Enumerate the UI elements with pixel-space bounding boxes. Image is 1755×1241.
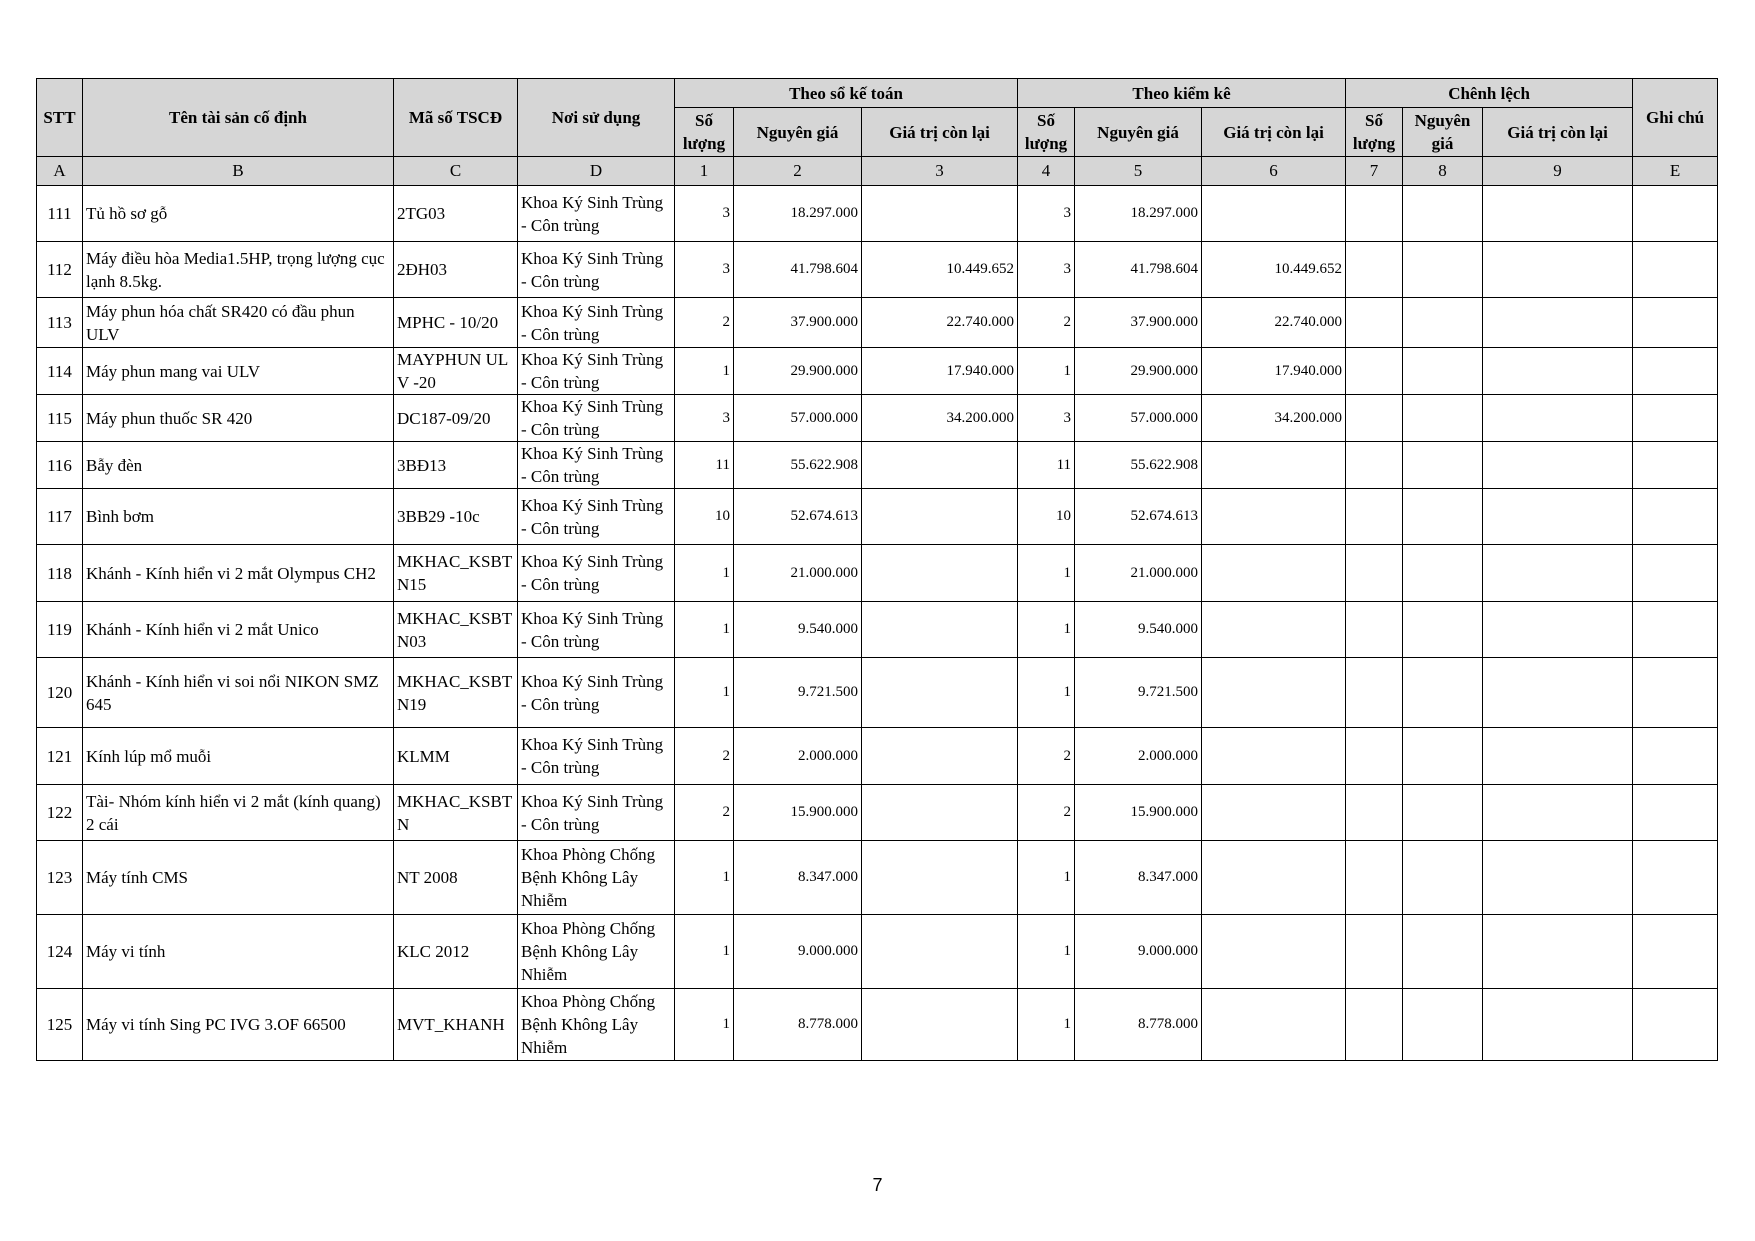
row-diff-remaining	[1483, 989, 1633, 1061]
row-inventory-qty: 3	[1018, 186, 1075, 242]
row-accounting-qty: 1	[675, 658, 734, 728]
row-asset-name: Máy phun thuốc SR 420	[83, 395, 394, 442]
row-diff-qty	[1346, 545, 1403, 602]
row-note	[1633, 841, 1718, 915]
row-inventory-qty: 10	[1018, 489, 1075, 545]
row-note	[1633, 728, 1718, 785]
row-stt: 116	[37, 442, 83, 489]
column-letter: C	[394, 157, 518, 186]
row-note	[1633, 989, 1718, 1061]
row-stt: 121	[37, 728, 83, 785]
column-letter: D	[518, 157, 675, 186]
row-inventory-qty: 1	[1018, 348, 1075, 395]
row-inventory-original: 37.900.000	[1075, 298, 1202, 348]
header-note: Ghi chú	[1633, 79, 1718, 157]
row-diff-qty	[1346, 489, 1403, 545]
row-accounting-qty: 3	[675, 395, 734, 442]
row-accounting-qty: 1	[675, 841, 734, 915]
row-accounting-qty: 2	[675, 785, 734, 841]
row-note	[1633, 242, 1718, 298]
row-asset-name: Khánh - Kính hiển vi 2 mắt Unico	[83, 602, 394, 658]
row-inventory-remaining	[1202, 186, 1346, 242]
header-stt: STT	[37, 79, 83, 157]
row-location: Khoa Ký Sinh Trùng - Côn trùng	[518, 489, 675, 545]
row-diff-original	[1403, 989, 1483, 1061]
table-row	[37, 915, 1718, 989]
row-inventory-qty: 1	[1018, 841, 1075, 915]
column-letter: 3	[862, 157, 1018, 186]
table-row	[37, 785, 1718, 841]
row-location: Khoa Ký Sinh Trùng - Côn trùng	[518, 298, 675, 348]
row-stt: 124	[37, 915, 83, 989]
row-inventory-original: 29.900.000	[1075, 348, 1202, 395]
page-number: 7	[872, 1175, 883, 1195]
row-accounting-original: 9.540.000	[734, 602, 862, 658]
header-accounting-remaining: Giá trị còn lại	[862, 108, 1018, 157]
row-inventory-remaining	[1202, 989, 1346, 1061]
row-accounting-remaining	[862, 442, 1018, 489]
row-accounting-remaining	[862, 785, 1018, 841]
row-asset-name: Tài- Nhóm kính hiển vi 2 mắt (kính quang) 2 cái	[83, 785, 394, 841]
row-accounting-remaining	[862, 658, 1018, 728]
row-stt: 115	[37, 395, 83, 442]
row-inventory-qty: 1	[1018, 989, 1075, 1061]
row-accounting-qty: 11	[675, 442, 734, 489]
row-inventory-qty: 3	[1018, 395, 1075, 442]
row-inventory-remaining	[1202, 841, 1346, 915]
row-diff-remaining	[1483, 348, 1633, 395]
column-letter: 2	[734, 157, 862, 186]
row-asset-code: MKHAC_KSBTN	[394, 785, 518, 841]
row-diff-original	[1403, 489, 1483, 545]
row-asset-name: Khánh - Kính hiển vi soi nổi NIKON SMZ 645	[83, 658, 394, 728]
row-accounting-original: 57.000.000	[734, 395, 862, 442]
row-diff-remaining	[1483, 841, 1633, 915]
table-row	[37, 186, 1718, 242]
row-inventory-qty: 1	[1018, 545, 1075, 602]
header-group-inventory: Theo kiểm kê	[1018, 79, 1346, 108]
row-accounting-remaining: 34.200.000	[862, 395, 1018, 442]
row-inventory-remaining	[1202, 785, 1346, 841]
row-note	[1633, 186, 1718, 242]
header-inventory-remaining: Giá trị còn lại	[1202, 108, 1346, 157]
row-stt: 122	[37, 785, 83, 841]
row-asset-code: 3BB29 -10c	[394, 489, 518, 545]
row-asset-code: KLC 2012	[394, 915, 518, 989]
row-location: Khoa Phòng Chống Bệnh Không Lây Nhiễm	[518, 989, 675, 1061]
row-inventory-original: 21.000.000	[1075, 545, 1202, 602]
header-group-difference: Chênh lệch	[1346, 79, 1633, 108]
row-inventory-original: 9.540.000	[1075, 602, 1202, 658]
row-diff-original	[1403, 785, 1483, 841]
row-location: Khoa Ký Sinh Trùng - Côn trùng	[518, 728, 675, 785]
row-accounting-original: 15.900.000	[734, 785, 862, 841]
table-row	[37, 545, 1718, 602]
row-inventory-remaining: 17.940.000	[1202, 348, 1346, 395]
row-asset-name: Máy tính CMS	[83, 841, 394, 915]
column-letter: 5	[1075, 157, 1202, 186]
table-row	[37, 728, 1718, 785]
row-asset-name: Bình bơm	[83, 489, 394, 545]
column-letter: 4	[1018, 157, 1075, 186]
row-accounting-qty: 1	[675, 915, 734, 989]
row-stt: 112	[37, 242, 83, 298]
column-letter: E	[1633, 157, 1718, 186]
row-diff-remaining	[1483, 785, 1633, 841]
row-accounting-original: 37.900.000	[734, 298, 862, 348]
row-accounting-qty: 1	[675, 545, 734, 602]
row-stt: 117	[37, 489, 83, 545]
row-asset-code: KLMM	[394, 728, 518, 785]
row-asset-code: MKHAC_KSBTN03	[394, 602, 518, 658]
row-asset-code: MAYPHUN ULV -20	[394, 348, 518, 395]
row-location: Khoa Ký Sinh Trùng - Côn trùng	[518, 186, 675, 242]
row-inventory-remaining	[1202, 442, 1346, 489]
row-diff-original	[1403, 442, 1483, 489]
row-diff-original	[1403, 915, 1483, 989]
header-accounting-qty: Số lượng	[675, 108, 734, 157]
row-asset-code: MKHAC_KSBTN15	[394, 545, 518, 602]
column-letter: A	[37, 157, 83, 186]
row-accounting-remaining	[862, 989, 1018, 1061]
row-accounting-original: 29.900.000	[734, 348, 862, 395]
row-note	[1633, 658, 1718, 728]
row-diff-qty	[1346, 989, 1403, 1061]
row-inventory-original: 41.798.604	[1075, 242, 1202, 298]
header-inventory-qty: Số lượng	[1018, 108, 1075, 157]
row-location: Khoa Ký Sinh Trùng - Côn trùng	[518, 545, 675, 602]
header-diff-remaining: Giá trị còn lại	[1483, 108, 1633, 157]
row-note	[1633, 395, 1718, 442]
row-diff-remaining	[1483, 658, 1633, 728]
table-row	[37, 489, 1718, 545]
table-row	[37, 395, 1718, 442]
header-asset-name: Tên tài sản cố định	[83, 79, 394, 157]
row-asset-code: MKHAC_KSBTN19	[394, 658, 518, 728]
row-accounting-qty: 10	[675, 489, 734, 545]
row-location: Khoa Phòng Chống Bệnh Không Lây Nhiễm	[518, 841, 675, 915]
row-accounting-qty: 2	[675, 298, 734, 348]
row-diff-remaining	[1483, 242, 1633, 298]
row-diff-original	[1403, 728, 1483, 785]
row-diff-original	[1403, 602, 1483, 658]
row-diff-original	[1403, 242, 1483, 298]
row-stt: 114	[37, 348, 83, 395]
row-note	[1633, 915, 1718, 989]
row-accounting-remaining	[862, 728, 1018, 785]
row-asset-name: Máy điều hòa Media1.5HP, trọng lượng cục lạnh 8.5kg.	[83, 242, 394, 298]
row-note	[1633, 545, 1718, 602]
row-accounting-original: 21.000.000	[734, 545, 862, 602]
row-note	[1633, 785, 1718, 841]
row-asset-code: 2TG03	[394, 186, 518, 242]
row-location: Khoa Phòng Chống Bệnh Không Lây Nhiễm	[518, 915, 675, 989]
row-accounting-remaining: 10.449.652	[862, 242, 1018, 298]
row-inventory-original: 55.622.908	[1075, 442, 1202, 489]
row-inventory-qty: 3	[1018, 242, 1075, 298]
row-stt: 111	[37, 186, 83, 242]
row-diff-qty	[1346, 602, 1403, 658]
row-accounting-original: 8.778.000	[734, 989, 862, 1061]
row-diff-original	[1403, 395, 1483, 442]
row-inventory-original: 9.721.500	[1075, 658, 1202, 728]
row-inventory-original: 57.000.000	[1075, 395, 1202, 442]
row-diff-remaining	[1483, 395, 1633, 442]
row-asset-name: Máy vi tính Sing PC IVG 3.OF 66500	[83, 989, 394, 1061]
row-location: Khoa Ký Sinh Trùng - Côn trùng	[518, 242, 675, 298]
row-location: Khoa Ký Sinh Trùng - Côn trùng	[518, 602, 675, 658]
table-row	[37, 989, 1718, 1061]
table-row	[37, 442, 1718, 489]
row-accounting-remaining	[862, 915, 1018, 989]
column-letter: 9	[1483, 157, 1633, 186]
row-accounting-remaining	[862, 602, 1018, 658]
header-accounting-original: Nguyên giá	[734, 108, 862, 157]
row-diff-qty	[1346, 915, 1403, 989]
header-group-accounting: Theo sổ kế toán	[675, 79, 1018, 108]
row-asset-code: MPHC - 10/20	[394, 298, 518, 348]
row-asset-name: Máy phun hóa chất SR420 có đầu phun ULV	[83, 298, 394, 348]
row-asset-name: Máy phun mang vai ULV	[83, 348, 394, 395]
row-location: Khoa Ký Sinh Trùng - Côn trùng	[518, 442, 675, 489]
row-asset-name: Máy vi tính	[83, 915, 394, 989]
row-diff-original	[1403, 186, 1483, 242]
row-note	[1633, 298, 1718, 348]
row-inventory-qty: 1	[1018, 602, 1075, 658]
table-row	[37, 602, 1718, 658]
row-accounting-original: 18.297.000	[734, 186, 862, 242]
row-diff-remaining	[1483, 186, 1633, 242]
row-inventory-original: 2.000.000	[1075, 728, 1202, 785]
row-diff-remaining	[1483, 728, 1633, 785]
table-row	[37, 658, 1718, 728]
row-note	[1633, 489, 1718, 545]
row-inventory-qty: 1	[1018, 915, 1075, 989]
row-diff-remaining	[1483, 602, 1633, 658]
row-inventory-original: 18.297.000	[1075, 186, 1202, 242]
row-inventory-remaining: 10.449.652	[1202, 242, 1346, 298]
row-inventory-original: 52.674.613	[1075, 489, 1202, 545]
row-diff-original	[1403, 348, 1483, 395]
row-diff-original	[1403, 658, 1483, 728]
row-location: Khoa Ký Sinh Trùng - Côn trùng	[518, 658, 675, 728]
asset-inventory-table	[36, 78, 1718, 1061]
row-stt: 125	[37, 989, 83, 1061]
row-asset-code: 3BĐ13	[394, 442, 518, 489]
row-diff-original	[1403, 545, 1483, 602]
row-accounting-original: 52.674.613	[734, 489, 862, 545]
row-stt: 123	[37, 841, 83, 915]
table-row	[37, 348, 1718, 395]
column-letter: 6	[1202, 157, 1346, 186]
column-letter: 7	[1346, 157, 1403, 186]
row-accounting-remaining	[862, 841, 1018, 915]
row-accounting-original: 9.721.500	[734, 658, 862, 728]
row-accounting-remaining	[862, 489, 1018, 545]
row-inventory-remaining	[1202, 728, 1346, 785]
row-location: Khoa Ký Sinh Trùng - Côn trùng	[518, 348, 675, 395]
row-accounting-original: 9.000.000	[734, 915, 862, 989]
row-stt: 113	[37, 298, 83, 348]
row-diff-qty	[1346, 348, 1403, 395]
column-letter: 8	[1403, 157, 1483, 186]
row-accounting-original: 41.798.604	[734, 242, 862, 298]
row-asset-name: Tủ hồ sơ gỗ	[83, 186, 394, 242]
header-diff-original: Nguyên giá	[1403, 108, 1483, 157]
table-row	[37, 242, 1718, 298]
row-inventory-original: 15.900.000	[1075, 785, 1202, 841]
row-asset-code: 2ĐH03	[394, 242, 518, 298]
row-diff-qty	[1346, 658, 1403, 728]
row-inventory-original: 8.778.000	[1075, 989, 1202, 1061]
row-diff-qty	[1346, 785, 1403, 841]
row-accounting-qty: 2	[675, 728, 734, 785]
row-diff-original	[1403, 841, 1483, 915]
row-diff-remaining	[1483, 442, 1633, 489]
row-note	[1633, 442, 1718, 489]
row-inventory-qty: 2	[1018, 298, 1075, 348]
row-note	[1633, 602, 1718, 658]
row-accounting-remaining	[862, 545, 1018, 602]
row-stt: 118	[37, 545, 83, 602]
row-diff-qty	[1346, 728, 1403, 785]
row-accounting-qty: 1	[675, 602, 734, 658]
row-asset-code: MVT_KHANH	[394, 989, 518, 1061]
row-inventory-remaining: 22.740.000	[1202, 298, 1346, 348]
row-stt: 119	[37, 602, 83, 658]
row-stt: 120	[37, 658, 83, 728]
row-accounting-remaining: 22.740.000	[862, 298, 1018, 348]
row-accounting-qty: 1	[675, 989, 734, 1061]
header-diff-qty: Số lượng	[1346, 108, 1403, 157]
row-diff-original	[1403, 298, 1483, 348]
row-accounting-original: 2.000.000	[734, 728, 862, 785]
row-inventory-remaining	[1202, 915, 1346, 989]
row-diff-remaining	[1483, 545, 1633, 602]
row-asset-code: DC187-09/20	[394, 395, 518, 442]
header-location: Nơi sử dụng	[518, 79, 675, 157]
row-inventory-original: 8.347.000	[1075, 841, 1202, 915]
column-letter: B	[83, 157, 394, 186]
row-inventory-qty: 2	[1018, 785, 1075, 841]
row-accounting-remaining	[862, 186, 1018, 242]
row-diff-remaining	[1483, 915, 1633, 989]
row-location: Khoa Ký Sinh Trùng - Côn trùng	[518, 785, 675, 841]
row-accounting-remaining: 17.940.000	[862, 348, 1018, 395]
row-asset-name: Bẫy đèn	[83, 442, 394, 489]
row-diff-remaining	[1483, 298, 1633, 348]
row-inventory-remaining	[1202, 602, 1346, 658]
row-accounting-original: 8.347.000	[734, 841, 862, 915]
row-inventory-remaining	[1202, 489, 1346, 545]
row-diff-qty	[1346, 242, 1403, 298]
row-inventory-remaining: 34.200.000	[1202, 395, 1346, 442]
row-asset-name: Khánh - Kính hiển vi 2 mắt Olympus CH2	[83, 545, 394, 602]
row-diff-qty	[1346, 298, 1403, 348]
row-accounting-qty: 3	[675, 186, 734, 242]
row-inventory-remaining	[1202, 658, 1346, 728]
row-inventory-qty: 1	[1018, 658, 1075, 728]
column-letters-row	[37, 157, 1718, 186]
column-letter: 1	[675, 157, 734, 186]
row-diff-qty	[1346, 841, 1403, 915]
table-row	[37, 298, 1718, 348]
row-accounting-qty: 1	[675, 348, 734, 395]
row-diff-qty	[1346, 186, 1403, 242]
table-row	[37, 841, 1718, 915]
header-inventory-original: Nguyên giá	[1075, 108, 1202, 157]
row-note	[1633, 348, 1718, 395]
row-inventory-remaining	[1202, 545, 1346, 602]
header-asset-code: Mã số TSCĐ	[394, 79, 518, 157]
row-diff-qty	[1346, 395, 1403, 442]
row-asset-code: NT 2008	[394, 841, 518, 915]
row-location: Khoa Ký Sinh Trùng - Côn trùng	[518, 395, 675, 442]
row-inventory-qty: 2	[1018, 728, 1075, 785]
row-accounting-qty: 3	[675, 242, 734, 298]
row-accounting-original: 55.622.908	[734, 442, 862, 489]
row-inventory-original: 9.000.000	[1075, 915, 1202, 989]
row-diff-remaining	[1483, 489, 1633, 545]
row-inventory-qty: 11	[1018, 442, 1075, 489]
row-diff-qty	[1346, 442, 1403, 489]
row-asset-name: Kính lúp mổ muỗi	[83, 728, 394, 785]
